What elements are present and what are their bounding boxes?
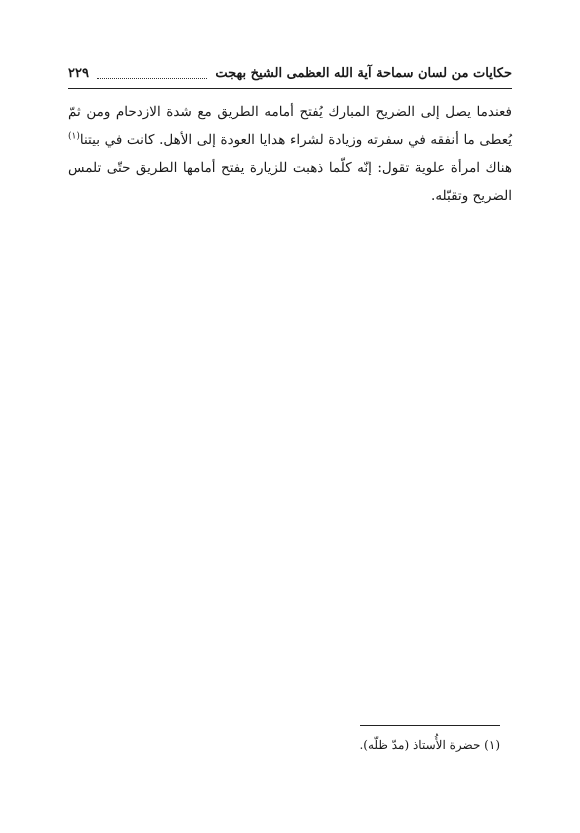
dot-leader <box>97 68 207 79</box>
footnote-marker: (١) <box>68 131 80 142</box>
paragraph <box>68 98 512 210</box>
page-number: ٢٢٩ <box>68 65 89 81</box>
paragraph-text-part-2: هناك امرأة علوية تقول: إنّه كلّما ذهبت للزيارة يفتح أمامها الطريق حتّى تلمس الضريح وتقبّله. <box>68 160 512 204</box>
book-title: حكايات من لسان سماحة آية الله العظمى الشيخ بهجت <box>215 65 512 81</box>
header-divider <box>68 88 512 89</box>
footnote-divider <box>360 725 500 726</box>
running-header <box>68 62 512 84</box>
paragraph-text-part-1: فعندما يصل إلى الضريح المبارك يُفتح أمامه الطريق مع شدة الازدحام ومن ثمّ يُعطى ما أنفقه في سفرته وزيادة لشراء هدايا العودة إلى الأهل. كانت في بيتنا <box>68 104 512 148</box>
main-text <box>68 98 512 210</box>
footnote: (١) حضرة الأُستاذ (مدّ ظلّه). <box>359 738 500 752</box>
